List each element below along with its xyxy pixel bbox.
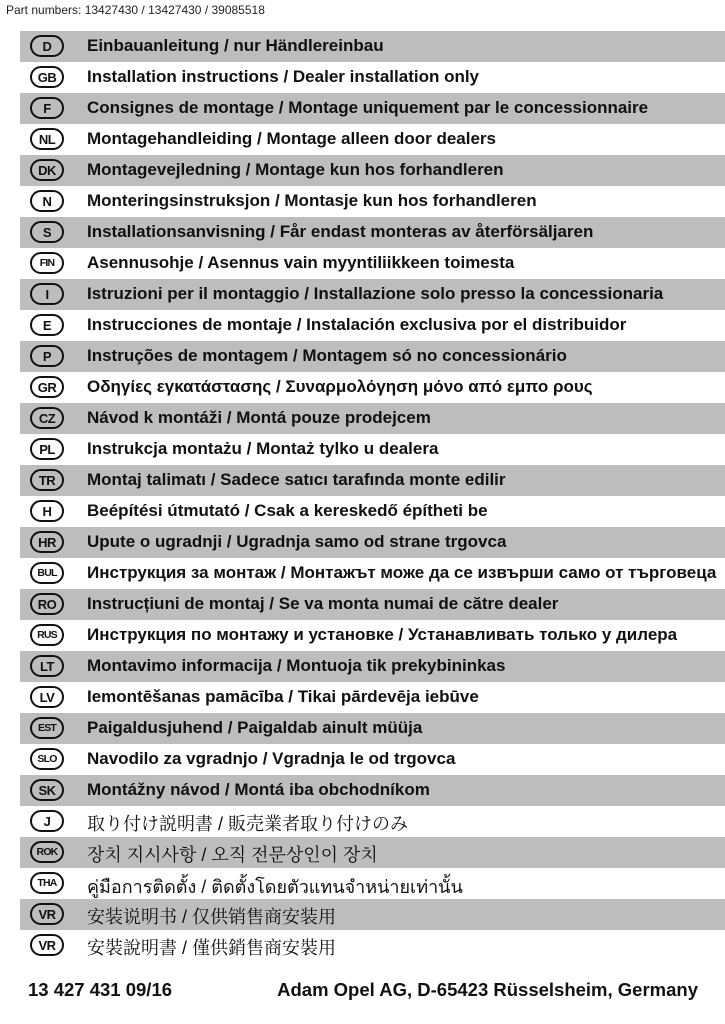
instruction-title: 安裝說明書 / 僅供銷售商安裝用: [87, 938, 337, 958]
instruction-title: Instruções de montagem / Montagem só no concessionário: [87, 346, 567, 365]
instruction-title: Consignes de montage / Montage uniquement par le concessionnaire: [87, 98, 649, 117]
instruction-title: Návod k montáži / Montá pouze prodejcem: [87, 408, 431, 427]
instruction-title: 安装说明书 / 仅供销售商安装用: [87, 907, 337, 927]
instruction-title: Iemontēšanas pamācība / Tikai pārdevēja iebūve: [87, 687, 479, 706]
country-code-badge: E: [30, 314, 64, 336]
country-code-badge: CZ: [30, 407, 64, 429]
country-code-badge: PL: [30, 438, 64, 460]
country-code-badge: NL: [30, 128, 64, 150]
company-address: Adam Opel AG, D-65423 Rüsselsheim, Germany: [277, 979, 698, 1000]
instruction-title: Instrukcja montażu / Montaż tylko u dealera: [87, 439, 439, 458]
country-code-badge: D: [30, 35, 64, 57]
instruction-title: Installationsanvisning / Får endast monteras av återförsäljaren: [87, 222, 594, 241]
country-code-badge: N: [30, 190, 64, 212]
country-code-badge: HR: [30, 531, 64, 553]
instruction-title: Instrucțiuni de montaj / Se va monta numai de către dealer: [87, 594, 559, 613]
instruction-title: Montagevejledning / Montage kun hos forhandleren: [87, 160, 504, 179]
language-row-ro: [20, 589, 725, 620]
language-row-sk: [20, 775, 725, 806]
language-row-j: [20, 806, 725, 837]
language-row-bul: [20, 558, 725, 589]
language-row-e: [20, 310, 725, 341]
instruction-title: Istruzioni per il montaggio / Installazione solo presso la concessionaria: [87, 284, 664, 303]
instruction-title: Einbauanleitung / nur Händlereinbau: [87, 36, 384, 55]
instruction-title: Navodilo za vgradnjo / Vgradnja le od trgovca: [87, 749, 456, 768]
language-row-n: [20, 186, 725, 217]
country-code-badge: THA: [30, 872, 64, 894]
language-row-lt: [20, 651, 725, 682]
instruction-title: Инструкция за монтаж / Монтажът може да се извърши само от търговеца: [87, 563, 717, 582]
language-row-hr: [20, 527, 725, 558]
country-code-badge: H: [30, 500, 64, 522]
instruction-title: 장치 지시사항 / 오직 전문상인이 장치: [87, 845, 378, 865]
country-code-badge: RUS: [30, 624, 64, 646]
instruction-title: Beépítési útmutató / Csak a kereskedő építheti be: [87, 501, 488, 520]
country-code-badge: ROK: [30, 841, 64, 863]
country-code-badge: BUL: [30, 562, 64, 584]
language-row-fin: [20, 248, 725, 279]
document-number: 13 427 431 09/16: [28, 979, 173, 1000]
language-row-d: [20, 31, 725, 62]
language-row-slo: [20, 744, 725, 775]
country-code-badge: I: [30, 283, 64, 305]
country-code-badge: GB: [30, 66, 64, 88]
language-row-s: [20, 217, 725, 248]
instruction-title: 取り付け説明書 / 販売業者取り付けのみ: [87, 814, 409, 834]
language-row-h: [20, 496, 725, 527]
country-code-badge: LT: [30, 655, 64, 677]
instruction-title: คู่มือการติดตั้ง / ติดตั้งโดยตัวแทนจำหน่ายเท่านั้น: [87, 877, 463, 897]
country-code-badge: FIN: [30, 252, 64, 274]
country-code-badge: VR: [30, 903, 64, 925]
country-code-badge: J: [30, 810, 64, 832]
instruction-title: Instrucciones de montaje / Instalación exclusiva por el distribuidor: [87, 315, 627, 334]
language-row-f: [20, 93, 725, 124]
language-row-i: [20, 279, 725, 310]
language-row-tha: [20, 868, 725, 899]
country-code-badge: EST: [30, 717, 64, 739]
instruction-title: Installation instructions / Dealer installation only: [87, 67, 480, 86]
country-code-badge: DK: [30, 159, 64, 181]
instruction-title: Upute o ugradnji / Ugradnja samo od strane trgovca: [87, 532, 507, 551]
country-code-badge: S: [30, 221, 64, 243]
language-row-est: [20, 713, 725, 744]
instruction-title: Montážny návod / Montá iba obchodníkom: [87, 780, 430, 799]
country-code-badge: TR: [30, 469, 64, 491]
country-code-badge: SK: [30, 779, 64, 801]
country-code-badge: F: [30, 97, 64, 119]
instruction-title: Montavimo informacija / Montuoja tik prekybininkas: [87, 656, 506, 675]
instruction-title: Monteringsinstruksjon / Montasje kun hos forhandleren: [87, 191, 537, 210]
language-row-cz: [20, 403, 725, 434]
language-row-rok: [20, 837, 725, 868]
language-row-tr: [20, 465, 725, 496]
country-code-badge: VR: [30, 934, 64, 956]
language-list: [20, 31, 725, 961]
language-row-rus: [20, 620, 725, 651]
language-row-pl: [20, 434, 725, 465]
country-code-badge: RO: [30, 593, 64, 615]
country-code-badge: LV: [30, 686, 64, 708]
language-row-lv: [20, 682, 725, 713]
language-row-dk: [20, 155, 725, 186]
language-row-gb: [20, 62, 725, 93]
country-code-badge: P: [30, 345, 64, 367]
instruction-title: Инструкция по монтажу и установке / Устанавливать только у дилера: [87, 625, 678, 644]
language-row-vr: [20, 930, 725, 961]
language-row-gr: [20, 372, 725, 403]
instruction-title: Asennusohje / Asennus vain myyntiliikkeen toimesta: [87, 253, 515, 272]
language-row-vr: [20, 899, 725, 930]
instruction-title: Montaj talimatı / Sadece satıcı tarafında monte edilir: [87, 470, 506, 489]
instruction-title: Montagehandleiding / Montage alleen door dealers: [87, 129, 496, 148]
instruction-title: Οδηγίες εγκατάστασης / Συναρμολόγηση μόνο από εμπο ρους: [87, 377, 593, 396]
part-numbers: Part numbers: 13427430 / 13427430 / 39085518: [6, 3, 265, 17]
instruction-title: Paigaldusjuhend / Paigaldab ainult müüja: [87, 718, 423, 737]
country-code-badge: GR: [30, 376, 64, 398]
language-row-nl: [20, 124, 725, 155]
country-code-badge: SLO: [30, 748, 64, 770]
language-row-p: [20, 341, 725, 372]
